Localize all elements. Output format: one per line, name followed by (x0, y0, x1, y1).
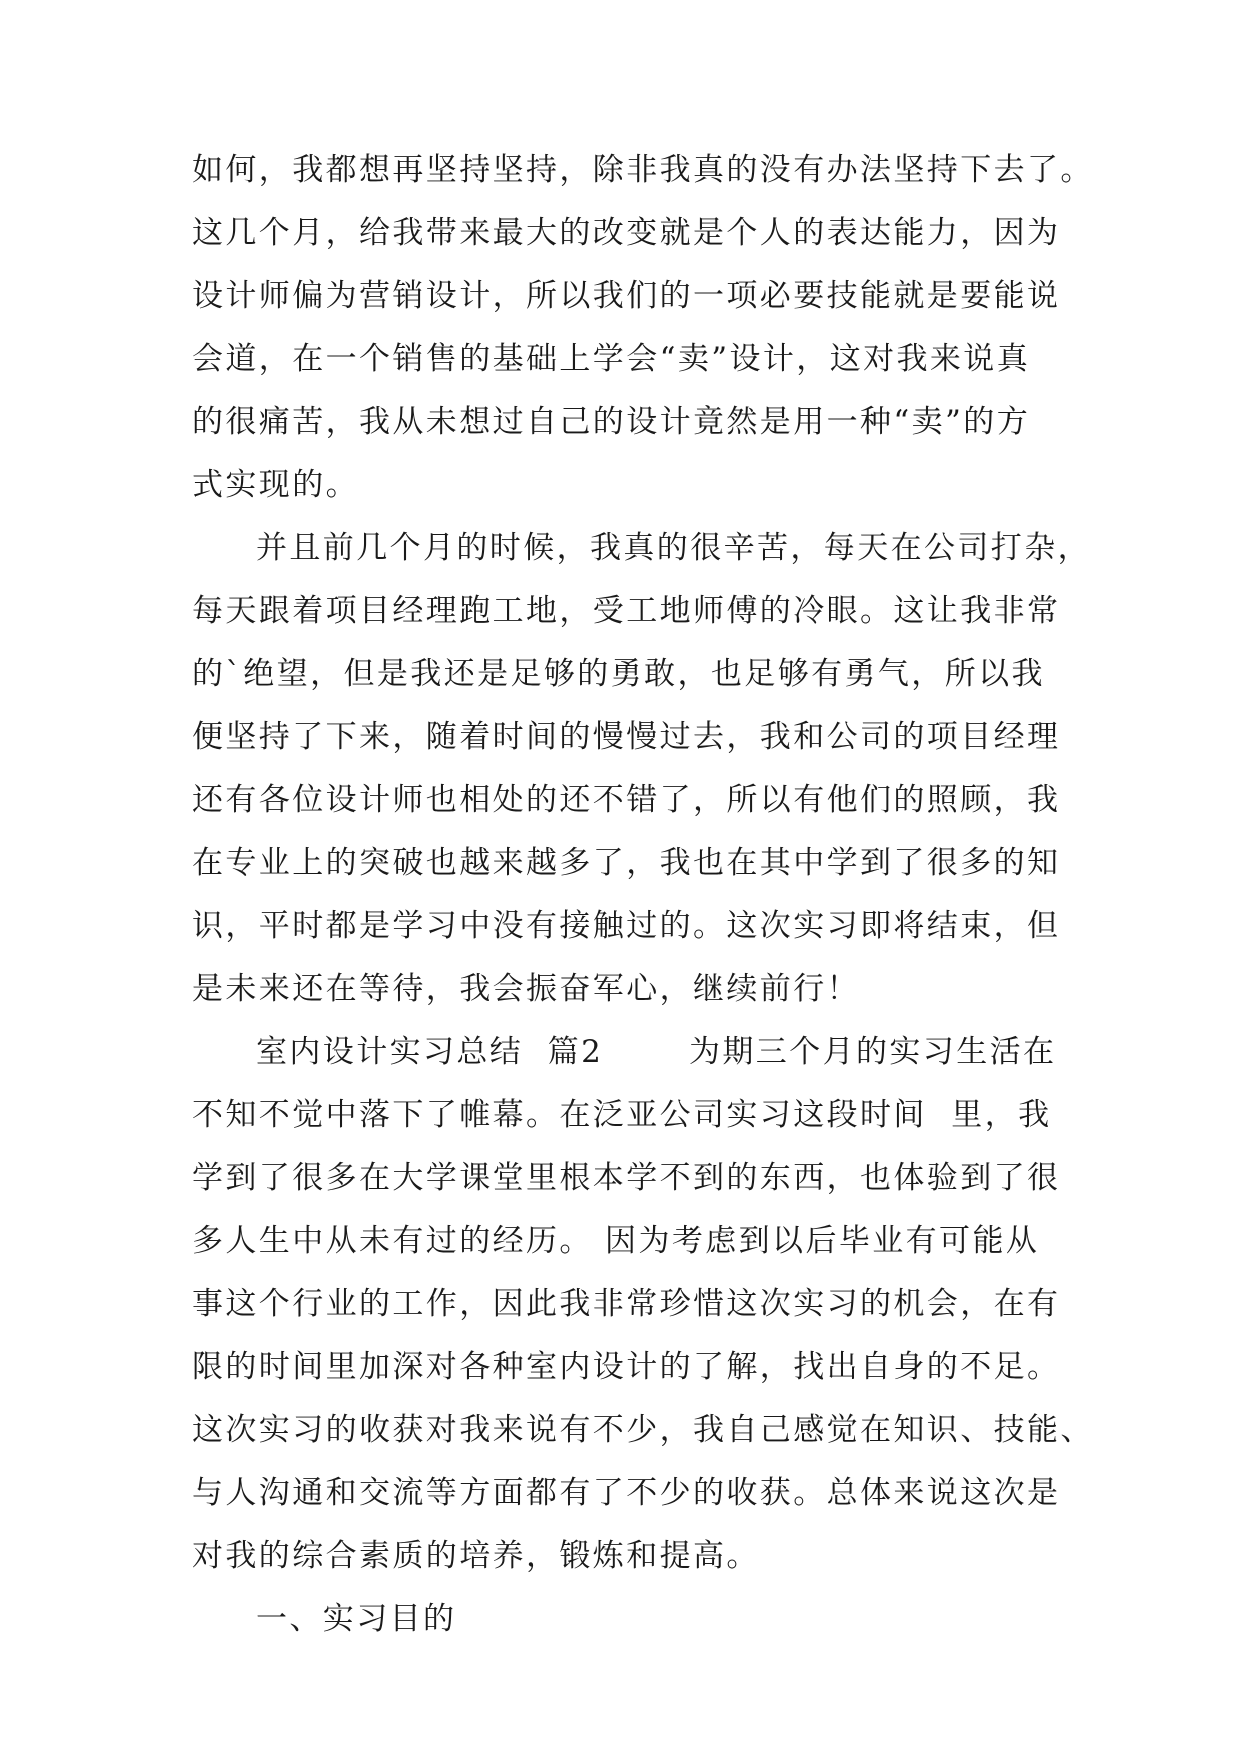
text-line: 会道，在一个销售的基础上学会“卖”设计，这对我来说真 (192, 341, 1031, 377)
text-line: 这几个月，给我带来最大的改变就是个人的表达能力，因为 (192, 215, 1061, 251)
text-line: 的`绝望，但是我还是足够的勇敢，也足够有勇气，所以我 (192, 656, 1045, 692)
subheading: 一、实习目的 (256, 1601, 457, 1637)
text-line: 学到了很多在大学课堂里根本学不到的东西，也体验到了很 (192, 1160, 1061, 1196)
text-line: 不知不觉中落下了帷幕。在泛亚公司实习这段时间 里，我 (192, 1097, 1052, 1133)
text-line: 对我的综合素质的培养，锻炼和提高。 (192, 1538, 760, 1574)
section-heading-line: 室内设计实习总结 篇2 为期三个月的实习生活在 (256, 1034, 1057, 1070)
text-line: 是未来还在等待，我会振奋军心，继续前行！ (192, 971, 860, 1007)
text-line: 还有各位设计师也相处的还不错了，所以有他们的照顾，我 (192, 782, 1061, 818)
text-line: 多人生中从未有过的经历。 因为考虑到以后毕业有可能从 (192, 1223, 1040, 1259)
text-line: 事这个行业的工作，因此我非常珍惜这次实习的机会，在有 (192, 1286, 1061, 1322)
text-line: 每天跟着项目经理跑工地，受工地师傅的冷眼。这让我非常 (192, 593, 1061, 629)
text-line: 的很痛苦，我从未想过自己的设计竟然是用一种“卖”的方 (192, 404, 1031, 440)
paragraph-first-line: 并且前几个月的时候，我真的很辛苦，每天在公司打杂， (256, 530, 1091, 566)
text-line: 限的时间里加深对各种室内设计的了解，找出自身的不足。 (192, 1349, 1061, 1385)
text-line: 便坚持了下来，随着时间的慢慢过去，我和公司的项目经理 (192, 719, 1061, 755)
text-line: 与人沟通和交流等方面都有了不少的收获。总体来说这次是 (192, 1475, 1061, 1511)
text-line: 式实现的。 (192, 467, 359, 503)
text-line: 如何，我都想再坚持坚持，除非我真的没有办法坚持下去了。 (192, 152, 1094, 188)
text-line: 在专业上的突破也越来越多了，我也在其中学到了很多的知 (192, 845, 1061, 881)
text-line: 这次实习的收获对我来说有不少，我自己感觉在知识、技能、 (192, 1412, 1094, 1448)
text-line: 识，平时都是学习中没有接触过的。这次实习即将结束，但 (192, 908, 1061, 944)
text-line: 设计师偏为营销设计，所以我们的一项必要技能就是要能说 (192, 278, 1061, 314)
